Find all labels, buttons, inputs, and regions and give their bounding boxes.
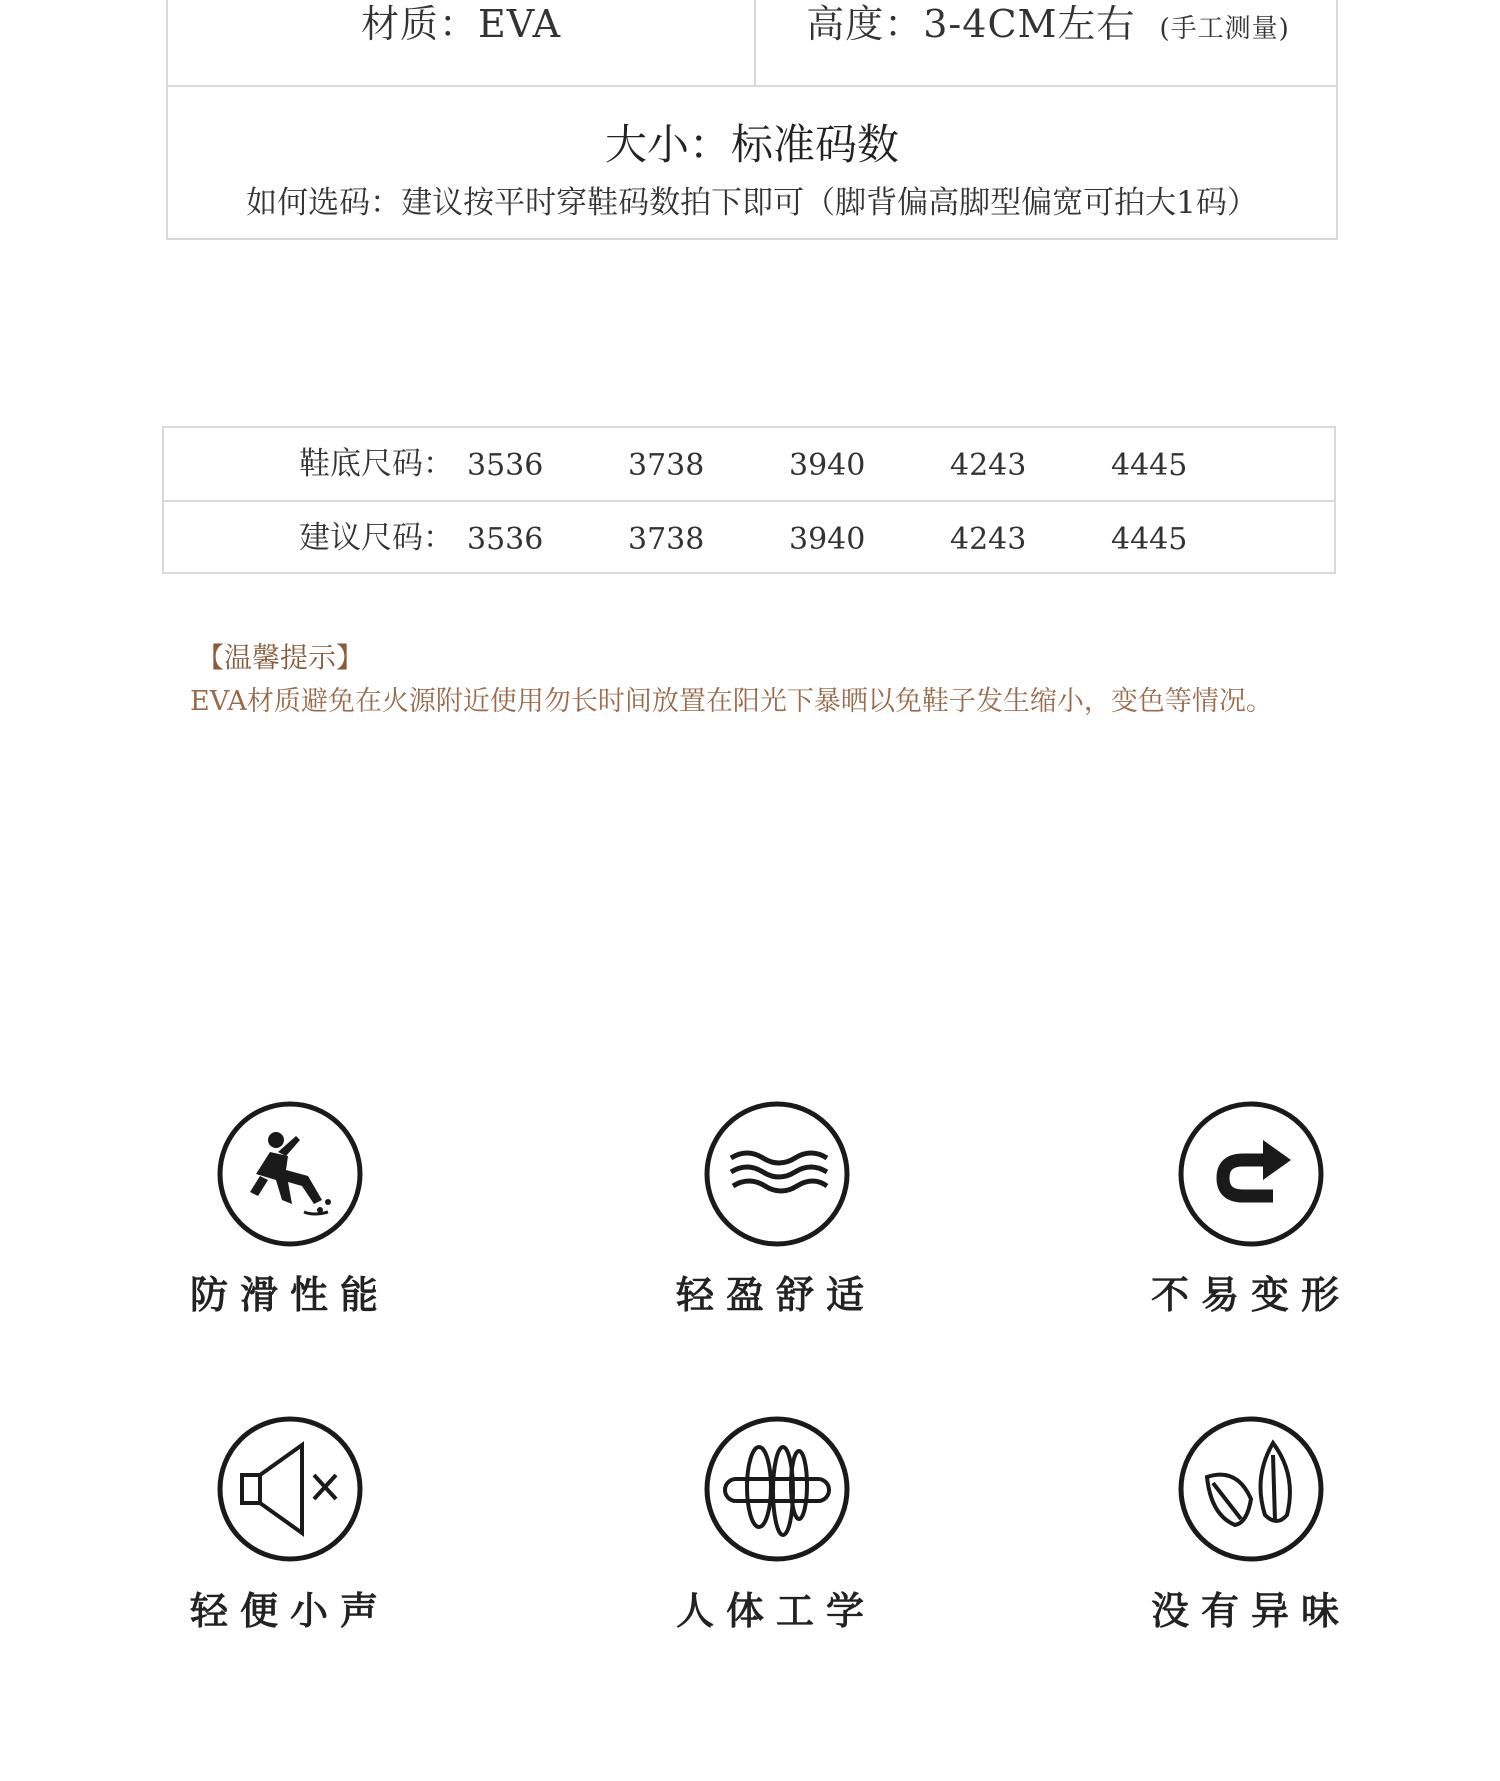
size-cell: 4243	[950, 448, 1027, 483]
size-cell: 3536	[467, 522, 544, 557]
size-table	[162, 426, 1336, 574]
rebound-arrow-icon	[1177, 1100, 1325, 1248]
feature-label-lightweight: 轻盈舒适	[675, 1273, 876, 1317]
spec-box	[166, 0, 1338, 240]
size-cell: 4445	[1111, 522, 1188, 557]
size-cell: 4445	[1111, 448, 1188, 483]
spec-how-to-choose: 如何选码：建议按平时穿鞋码数拍下即可（脚背偏高脚型偏宽可拍大1码）	[246, 185, 1258, 221]
feature-label-quiet: 轻便小声	[189, 1589, 390, 1633]
feature-label-anti-slip: 防滑性能	[189, 1273, 390, 1317]
spec-material: 材质：EVA	[360, 2, 562, 46]
leaf-icon	[1177, 1415, 1325, 1563]
spec-height	[756, 2, 1340, 51]
mute-speaker-icon	[216, 1415, 364, 1563]
feature-label-odorless: 没有异味	[1150, 1589, 1351, 1633]
feature-label-no-deform: 不易变形	[1150, 1273, 1351, 1317]
spec-height-value: 高度：3-4CM左右	[806, 2, 1136, 46]
wave-icon	[703, 1100, 851, 1248]
tip-text: EVA材质避免在火源附近使用勿长时间放置在阳光下暴晒以免鞋子发生缩小，变色等情况。	[190, 686, 1273, 717]
size-table-row	[164, 428, 1334, 500]
size-cell: 3940	[789, 448, 866, 483]
anti-slip-icon	[216, 1100, 364, 1248]
feature-label-ergonomic: 人体工学	[675, 1589, 876, 1633]
tip-title: 【温馨提示】	[196, 641, 365, 674]
spec-height-note: (手工测量)	[1159, 14, 1290, 44]
size-cell: 4243	[950, 522, 1027, 557]
size-cell: 3738	[628, 522, 705, 557]
size-row-label: 鞋底尺码：	[299, 446, 454, 482]
spec-row-divider	[168, 85, 1336, 87]
ergonomic-icon	[703, 1415, 851, 1563]
size-cell: 3536	[467, 448, 544, 483]
spec-size: 大小：标准码数	[604, 120, 899, 169]
size-table-row	[164, 500, 1334, 574]
size-cell: 3738	[628, 448, 705, 483]
size-cell: 3940	[789, 522, 866, 557]
size-row-label: 建议尺码：	[299, 520, 454, 556]
